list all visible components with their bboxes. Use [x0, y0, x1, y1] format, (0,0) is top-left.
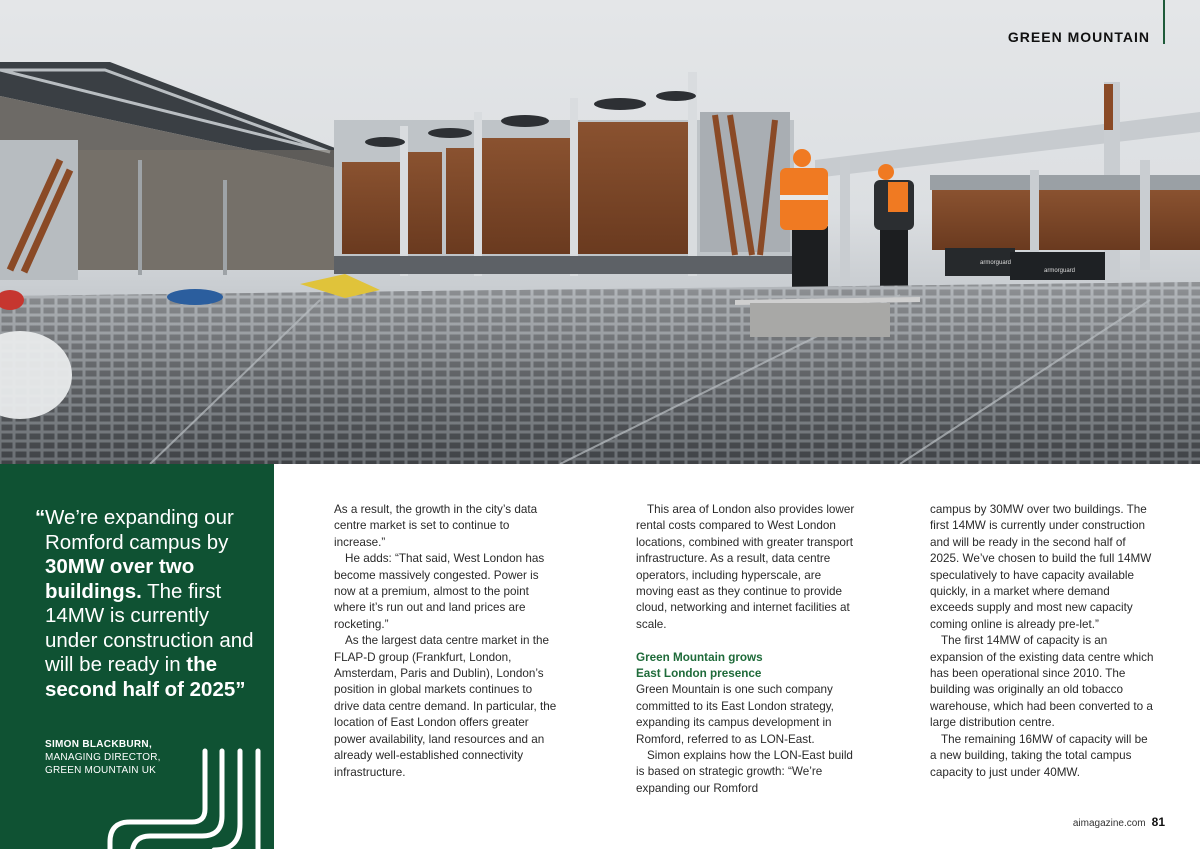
- quote-bold-2: the second half of 2025”: [45, 653, 246, 701]
- attribution-name: SIMON BLACKBURN,: [45, 739, 153, 750]
- quote-mark: “: [35, 506, 46, 529]
- col2-paragraph-3: Simon explains how the LON-East build is based on strategic growth: “We’re expanding our Romford: [636, 749, 853, 795]
- attribution-role-2: GREEN MOUNTAIN UK: [45, 765, 156, 776]
- case-label-right: armorguard: [1044, 268, 1076, 274]
- article-column-1: [334, 502, 559, 781]
- header-rule: [1163, 0, 1165, 44]
- section-heading-line-1: Green Mountain grows: [636, 650, 763, 664]
- quote-text-2: The first 14MW is currently under construction and will be ready in: [45, 579, 254, 676]
- col3-paragraph-2: The first 14MW of capacity is an expansion of the existing data centre which has been operational since 2010. The building was originally an old tobacco warehouse, which had been converted to a large distribution centre.: [930, 634, 1154, 730]
- quote-text-1: We’re expanding our Romford campus by: [45, 506, 234, 554]
- section-heading-line-2: East London presence: [636, 667, 762, 681]
- attribution-role-1: MANAGING DIRECTOR,: [45, 752, 161, 763]
- article-column-3: [930, 502, 1155, 781]
- col3-paragraph-1: campus by 30MW over two buildings. The first 14MW is currently under construction and will be ready in the second half of 2025. We’ve chosen to build the full 14MW speculatively to have capacity available quickly, in a market where demand exceeds supply and most new capacity coming online is already pre-let.”: [930, 503, 1152, 631]
- footer-site: aimagazine.com: [1072, 818, 1146, 829]
- article-column-2: [636, 502, 861, 797]
- pull-quote: [35, 506, 265, 702]
- concrete-block: [750, 303, 890, 337]
- quote-attribution: [45, 738, 255, 777]
- quote-bold-1: 30MW over two buildings.: [45, 555, 195, 603]
- col2-paragraph-2: Green Mountain is one such company committed to its East London strategy, expanding its campus development in Romford, referred to as LON-East.: [636, 683, 834, 746]
- col1-paragraph-2: He adds: “That said, West London has become massively congested. Power is now at a premium, almost to the point where it’s run out and land prices are rocketing.”: [334, 552, 545, 631]
- col3-paragraph-3: The remaining 16MW of capacity will be a new building, taking the total campus capacity to just under 40MW.: [930, 732, 1148, 779]
- pull-quote-panel: [0, 464, 274, 849]
- worker-right: [874, 164, 914, 286]
- col2-paragraph-1: This area of London also provides lower rental costs compared to West London locations, combined with greater transport infrastructure. As a result, data centre operators, including hyperscale, are moving east as they continue to provide cloud, networking and internet facilities at scale.: [636, 503, 855, 631]
- col1-paragraph-1: As a result, the growth in the city’s data centre market is set to continue to increase.”: [334, 503, 538, 549]
- col1-paragraph-3: As the largest data centre market in the FLAP-D group (Frankfurt, London, Amsterdam, Paris and Dublin), London’s position in global markets continues to drive data centre demand. In particular, the location of East London offers greater power availability, land resources and an already well-established connectivity infrastructure.: [334, 634, 557, 779]
- section-heading: [636, 650, 861, 683]
- page-footer: [1073, 815, 1165, 829]
- right-cooler: [932, 190, 1200, 250]
- case-label-left: armorguard: [980, 260, 1012, 266]
- page-number: 81: [1151, 815, 1165, 829]
- brand-header: GREEN MOUNTAIN: [1007, 29, 1150, 45]
